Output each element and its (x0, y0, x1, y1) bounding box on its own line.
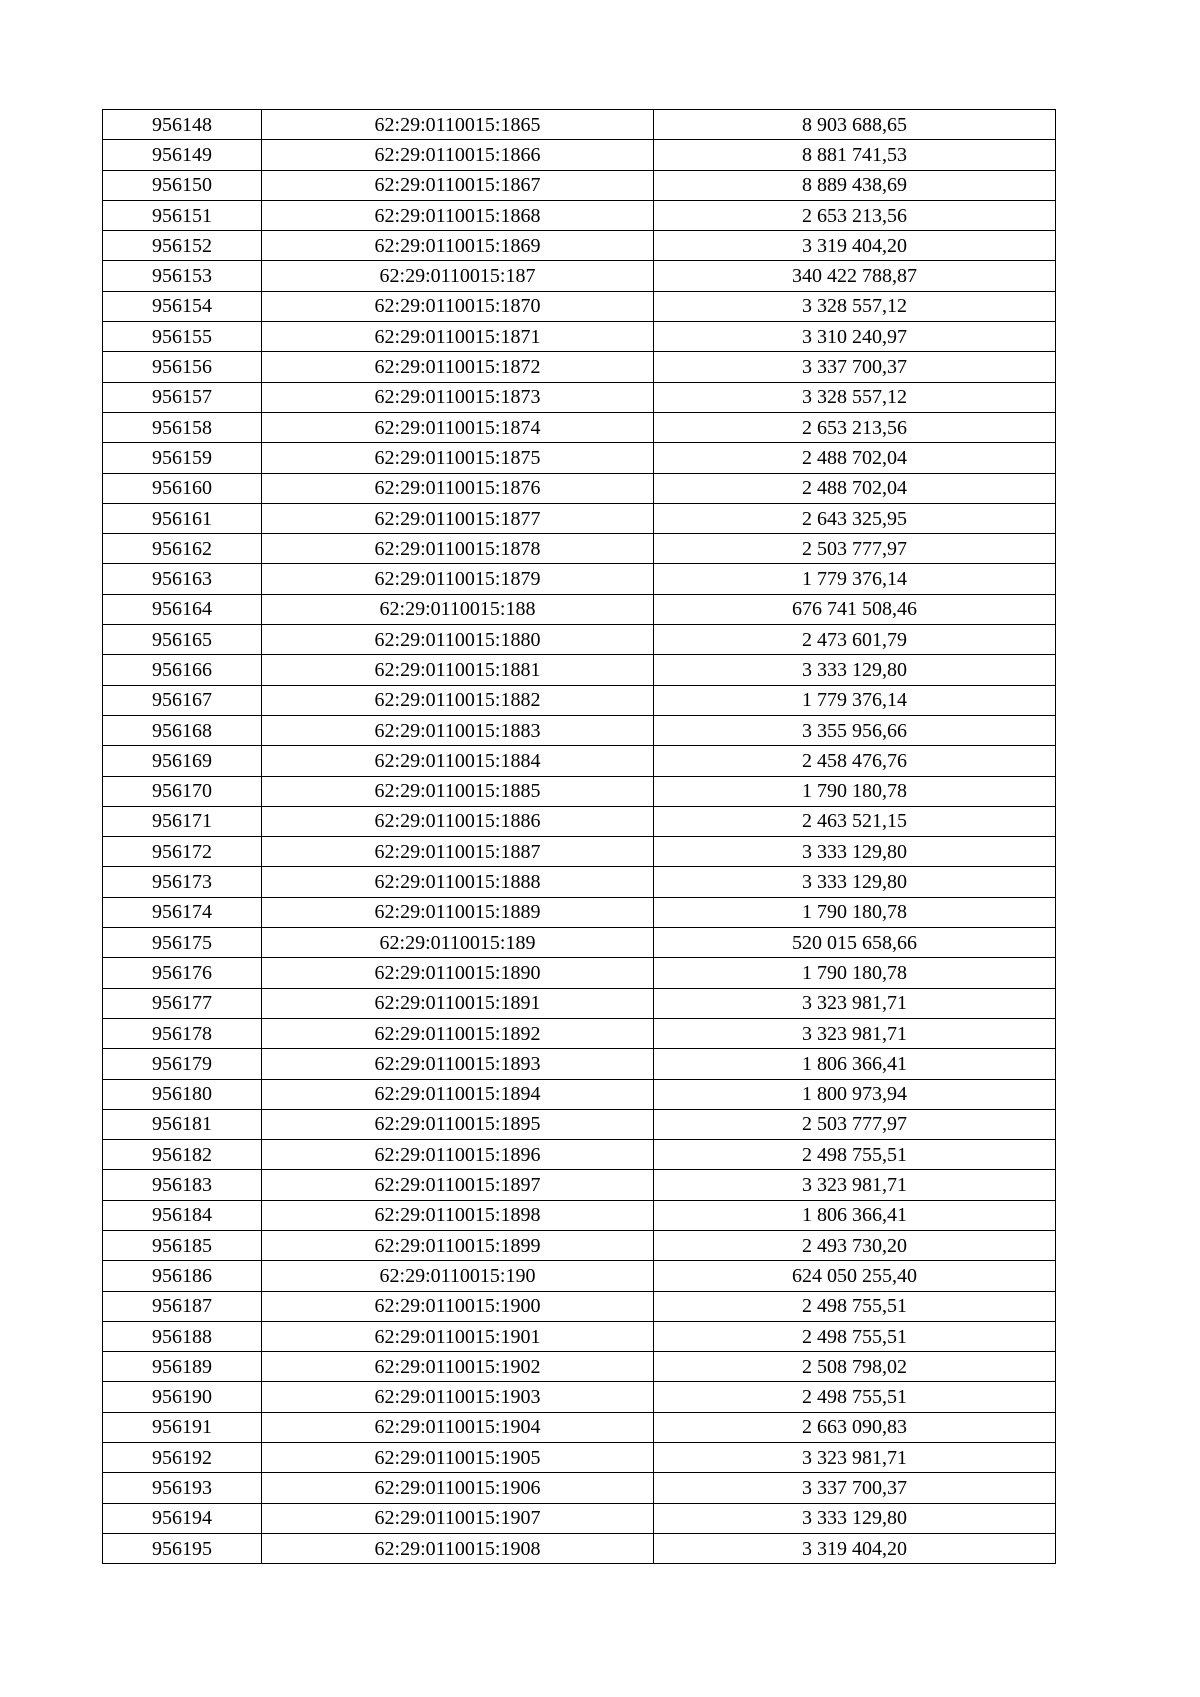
cadastral-number-cell: 62:29:0110015:1880 (262, 625, 654, 655)
cadastral-number-cell: 62:29:0110015:1883 (262, 715, 654, 745)
cadastral-number-cell: 62:29:0110015:1889 (262, 897, 654, 927)
table-row (103, 1291, 1056, 1321)
table-row (103, 1382, 1056, 1412)
row-number-cell: 956169 (103, 746, 262, 776)
table-row (103, 503, 1056, 533)
cadastral-value-cell: 1 779 376,14 (654, 564, 1056, 594)
cadastral-value-cell: 340 422 788,87 (654, 261, 1056, 291)
row-number-cell: 956150 (103, 170, 262, 200)
table-row (103, 806, 1056, 836)
table-row (103, 655, 1056, 685)
cadastral-value-cell: 3 323 981,71 (654, 1170, 1056, 1200)
table-row (103, 1018, 1056, 1048)
cadastral-value-cell: 3 319 404,20 (654, 231, 1056, 261)
row-number-cell: 956162 (103, 534, 262, 564)
cadastral-number-cell: 62:29:0110015:1882 (262, 685, 654, 715)
row-number-cell: 956159 (103, 443, 262, 473)
cadastral-number-cell: 62:29:0110015:1891 (262, 988, 654, 1018)
row-number-cell: 956185 (103, 1230, 262, 1260)
cadastral-number-cell: 62:29:0110015:1875 (262, 443, 654, 473)
row-number-cell: 956170 (103, 776, 262, 806)
cadastral-value-cell: 2 498 755,51 (654, 1321, 1056, 1351)
row-number-cell: 956189 (103, 1352, 262, 1382)
cadastral-number-cell: 62:29:0110015:1888 (262, 867, 654, 897)
row-number-cell: 956155 (103, 322, 262, 352)
table-row (103, 473, 1056, 503)
row-number-cell: 956177 (103, 988, 262, 1018)
table-row (103, 231, 1056, 261)
row-number-cell: 956174 (103, 897, 262, 927)
table-row (103, 261, 1056, 291)
row-number-cell: 956156 (103, 352, 262, 382)
cadastral-number-cell: 62:29:0110015:1870 (262, 291, 654, 321)
table-row (103, 443, 1056, 473)
cadastral-value-cell: 1 790 180,78 (654, 776, 1056, 806)
table-row (103, 110, 1056, 140)
cadastral-value-cell: 2 498 755,51 (654, 1291, 1056, 1321)
table-row (103, 1261, 1056, 1291)
table-row (103, 291, 1056, 321)
row-number-cell: 956186 (103, 1261, 262, 1291)
cadastral-value-cell: 3 333 129,80 (654, 1503, 1056, 1533)
cadastral-number-cell: 62:29:0110015:190 (262, 1261, 654, 1291)
table-row (103, 625, 1056, 655)
cadastral-value-cell: 2 503 777,97 (654, 534, 1056, 564)
table-row (103, 322, 1056, 352)
cadastral-number-cell: 62:29:0110015:1878 (262, 534, 654, 564)
cadastral-value-cell: 3 323 981,71 (654, 988, 1056, 1018)
cadastral-number-cell: 62:29:0110015:1902 (262, 1352, 654, 1382)
table-row (103, 1230, 1056, 1260)
row-number-cell: 956173 (103, 867, 262, 897)
cadastral-value-cell: 2 498 755,51 (654, 1140, 1056, 1170)
table-row (103, 897, 1056, 927)
cadastral-number-cell: 62:29:0110015:1879 (262, 564, 654, 594)
row-number-cell: 956176 (103, 958, 262, 988)
cadastral-number-cell: 62:29:0110015:1897 (262, 1170, 654, 1200)
cadastral-number-cell: 62:29:0110015:188 (262, 594, 654, 624)
row-number-cell: 956154 (103, 291, 262, 321)
cadastral-number-cell: 62:29:0110015:187 (262, 261, 654, 291)
table-row (103, 715, 1056, 745)
table-row (103, 1049, 1056, 1079)
table-row (103, 746, 1056, 776)
table-row (103, 200, 1056, 230)
cadastral-number-cell: 62:29:0110015:1868 (262, 200, 654, 230)
row-number-cell: 956158 (103, 412, 262, 442)
cadastral-number-cell: 62:29:0110015:1874 (262, 412, 654, 442)
cadastral-value-cell: 3 333 129,80 (654, 837, 1056, 867)
table-row (103, 1443, 1056, 1473)
cadastral-number-cell: 62:29:0110015:1881 (262, 655, 654, 685)
cadastral-value-cell: 2 488 702,04 (654, 443, 1056, 473)
row-number-cell: 956151 (103, 200, 262, 230)
cadastral-number-cell: 62:29:0110015:189 (262, 928, 654, 958)
cadastral-number-cell: 62:29:0110015:1877 (262, 503, 654, 533)
cadastral-number-cell: 62:29:0110015:1873 (262, 382, 654, 412)
cadastral-value-cell: 2 488 702,04 (654, 473, 1056, 503)
cadastral-number-cell: 62:29:0110015:1887 (262, 837, 654, 867)
cadastral-value-cell: 3 337 700,37 (654, 352, 1056, 382)
cadastral-number-cell: 62:29:0110015:1892 (262, 1018, 654, 1048)
table-row (103, 1079, 1056, 1109)
cadastral-value-cell: 2 653 213,56 (654, 412, 1056, 442)
row-number-cell: 956188 (103, 1321, 262, 1351)
table-row (103, 352, 1056, 382)
row-number-cell: 956171 (103, 806, 262, 836)
row-number-cell: 956179 (103, 1049, 262, 1079)
cadastral-value-cell: 2 493 730,20 (654, 1230, 1056, 1260)
table-row (103, 534, 1056, 564)
row-number-cell: 956192 (103, 1443, 262, 1473)
row-number-cell: 956167 (103, 685, 262, 715)
cadastral-value-cell: 2 643 325,95 (654, 503, 1056, 533)
table-row (103, 988, 1056, 1018)
cadastral-value-cell: 3 333 129,80 (654, 655, 1056, 685)
table-row (103, 1140, 1056, 1170)
row-number-cell: 956193 (103, 1473, 262, 1503)
table-body (103, 110, 1056, 1564)
cadastral-value-cell: 1 779 376,14 (654, 685, 1056, 715)
row-number-cell: 956178 (103, 1018, 262, 1048)
row-number-cell: 956180 (103, 1079, 262, 1109)
row-number-cell: 956152 (103, 231, 262, 261)
cadastral-value-cell: 3 310 240,97 (654, 322, 1056, 352)
cadastral-value-cell: 2 653 213,56 (654, 200, 1056, 230)
row-number-cell: 956161 (103, 503, 262, 533)
row-number-cell: 956164 (103, 594, 262, 624)
cadastral-value-cell: 2 663 090,83 (654, 1412, 1056, 1442)
table-row (103, 1533, 1056, 1563)
cadastral-value-cell: 520 015 658,66 (654, 928, 1056, 958)
cadastral-value-cell: 3 337 700,37 (654, 1473, 1056, 1503)
table-row (103, 1200, 1056, 1230)
cadastral-number-cell: 62:29:0110015:1900 (262, 1291, 654, 1321)
row-number-cell: 956160 (103, 473, 262, 503)
table-row (103, 867, 1056, 897)
cadastral-value-cell: 1 806 366,41 (654, 1200, 1056, 1230)
row-number-cell: 956153 (103, 261, 262, 291)
table-row (103, 1352, 1056, 1382)
table-row (103, 1412, 1056, 1442)
table-row (103, 382, 1056, 412)
cadastral-value-cell: 2 498 755,51 (654, 1382, 1056, 1412)
table-row (103, 564, 1056, 594)
table-row (103, 958, 1056, 988)
cadastral-number-cell: 62:29:0110015:1885 (262, 776, 654, 806)
cadastral-number-cell: 62:29:0110015:1884 (262, 746, 654, 776)
row-number-cell: 956175 (103, 928, 262, 958)
cadastral-number-cell: 62:29:0110015:1901 (262, 1321, 654, 1351)
cadastral-value-cell: 2 508 798,02 (654, 1352, 1056, 1382)
table-row (103, 594, 1056, 624)
cadastral-number-cell: 62:29:0110015:1869 (262, 231, 654, 261)
cadastral-value-cell: 2 463 521,15 (654, 806, 1056, 836)
cadastral-value-cell: 1 800 973,94 (654, 1079, 1056, 1109)
cadastral-value-cell: 676 741 508,46 (654, 594, 1056, 624)
row-number-cell: 956183 (103, 1170, 262, 1200)
table-row (103, 1170, 1056, 1200)
table-row (103, 1109, 1056, 1139)
row-number-cell: 956157 (103, 382, 262, 412)
cadastral-number-cell: 62:29:0110015:1867 (262, 170, 654, 200)
row-number-cell: 956168 (103, 715, 262, 745)
cadastral-number-cell: 62:29:0110015:1895 (262, 1109, 654, 1139)
table-row (103, 1503, 1056, 1533)
cadastral-value-table (102, 109, 1056, 1564)
table-row (103, 776, 1056, 806)
table-row (103, 140, 1056, 170)
cadastral-value-cell: 2 473 601,79 (654, 625, 1056, 655)
row-number-cell: 956165 (103, 625, 262, 655)
cadastral-number-cell: 62:29:0110015:1906 (262, 1473, 654, 1503)
cadastral-number-cell: 62:29:0110015:1898 (262, 1200, 654, 1230)
cadastral-value-cell: 1 790 180,78 (654, 897, 1056, 927)
cadastral-value-cell: 3 323 981,71 (654, 1018, 1056, 1048)
row-number-cell: 956191 (103, 1412, 262, 1442)
cadastral-value-cell: 3 323 981,71 (654, 1443, 1056, 1473)
cadastral-value-cell: 8 881 741,53 (654, 140, 1056, 170)
cadastral-number-cell: 62:29:0110015:1872 (262, 352, 654, 382)
cadastral-number-cell: 62:29:0110015:1865 (262, 110, 654, 140)
row-number-cell: 956172 (103, 837, 262, 867)
row-number-cell: 956166 (103, 655, 262, 685)
cadastral-number-cell: 62:29:0110015:1905 (262, 1443, 654, 1473)
cadastral-value-cell: 3 328 557,12 (654, 382, 1056, 412)
cadastral-value-cell: 624 050 255,40 (654, 1261, 1056, 1291)
cadastral-number-cell: 62:29:0110015:1890 (262, 958, 654, 988)
cadastral-value-cell: 3 319 404,20 (654, 1533, 1056, 1563)
cadastral-number-cell: 62:29:0110015:1871 (262, 322, 654, 352)
table-row (103, 412, 1056, 442)
row-number-cell: 956190 (103, 1382, 262, 1412)
table-row (103, 837, 1056, 867)
cadastral-value-cell: 1 806 366,41 (654, 1049, 1056, 1079)
row-number-cell: 956181 (103, 1109, 262, 1139)
row-number-cell: 956148 (103, 110, 262, 140)
cadastral-number-cell: 62:29:0110015:1894 (262, 1079, 654, 1109)
table-row (103, 1473, 1056, 1503)
cadastral-number-cell: 62:29:0110015:1903 (262, 1382, 654, 1412)
cadastral-value-cell: 3 328 557,12 (654, 291, 1056, 321)
cadastral-number-cell: 62:29:0110015:1876 (262, 473, 654, 503)
table-row (103, 170, 1056, 200)
row-number-cell: 956182 (103, 1140, 262, 1170)
row-number-cell: 956163 (103, 564, 262, 594)
cadastral-value-cell: 2 503 777,97 (654, 1109, 1056, 1139)
cadastral-value-cell: 1 790 180,78 (654, 958, 1056, 988)
cadastral-value-cell: 3 333 129,80 (654, 867, 1056, 897)
cadastral-number-cell: 62:29:0110015:1899 (262, 1230, 654, 1260)
cadastral-number-cell: 62:29:0110015:1904 (262, 1412, 654, 1442)
cadastral-value-cell: 8 903 688,65 (654, 110, 1056, 140)
cadastral-value-cell: 3 355 956,66 (654, 715, 1056, 745)
row-number-cell: 956184 (103, 1200, 262, 1230)
cadastral-number-cell: 62:29:0110015:1896 (262, 1140, 654, 1170)
cadastral-number-cell: 62:29:0110015:1866 (262, 140, 654, 170)
cadastral-value-cell: 8 889 438,69 (654, 170, 1056, 200)
row-number-cell: 956195 (103, 1533, 262, 1563)
row-number-cell: 956194 (103, 1503, 262, 1533)
table-row (103, 1321, 1056, 1351)
table-row (103, 928, 1056, 958)
cadastral-number-cell: 62:29:0110015:1908 (262, 1533, 654, 1563)
cadastral-number-cell: 62:29:0110015:1907 (262, 1503, 654, 1533)
cadastral-number-cell: 62:29:0110015:1886 (262, 806, 654, 836)
cadastral-value-cell: 2 458 476,76 (654, 746, 1056, 776)
cadastral-number-cell: 62:29:0110015:1893 (262, 1049, 654, 1079)
row-number-cell: 956149 (103, 140, 262, 170)
table-row (103, 685, 1056, 715)
row-number-cell: 956187 (103, 1291, 262, 1321)
